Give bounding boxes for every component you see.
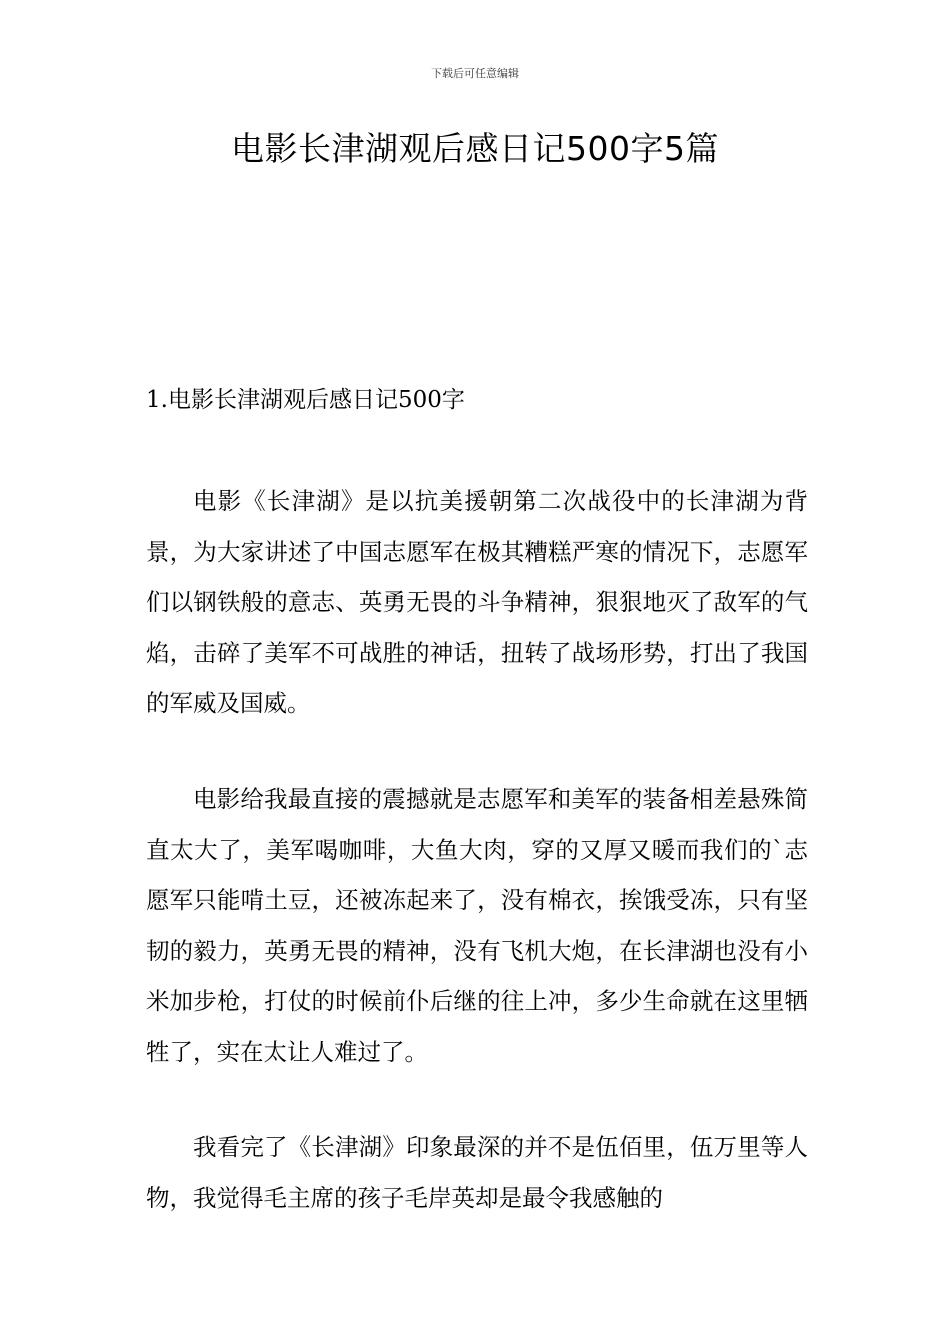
document-title: 电影长津湖观后感日记500字5篇 [231,129,719,168]
section-heading: 1.电影长津湖观后感日记500字 [146,387,465,413]
paragraph-1: 电影《长津湖》是以抗美援朝第二次战役中的长津湖为背景，为大家讲述了中国志愿军在极其糟糕严寒的情况下，志愿军们以钢铁般的意志、英勇无畏的斗争精神，狠狠地灭了敌军的气焰，击碎了美军不可战胜的神话，扭转了战场形势，打出了我国的军威及国威。 [146,487,808,717]
paragraph-2: 电影给我最直接的震撼就是志愿军和美军的装备相差悬殊简直太大了，美军喝咖啡，大鱼大肉，穿的又厚又暖而我们的`志愿军只能啃土豆，还被冻起来了，没有棉衣，挨饿受冻，只有坚韧的毅力，英勇无畏的精神，没有飞机大炮，在长津湖也没有小米加步枪，打仗的时候前仆后继的往上冲，多少生命就在这里牺牲了，实在太让人难过了。 [146,785,808,1066]
paragraph-3: 我看完了《长津湖》印象最深的并不是伍佰里，伍万里等人物，我觉得毛主席的孩子毛岸英却是最令我感触的 [146,1133,808,1212]
header-note: 下载后可任意编辑 [431,67,519,80]
